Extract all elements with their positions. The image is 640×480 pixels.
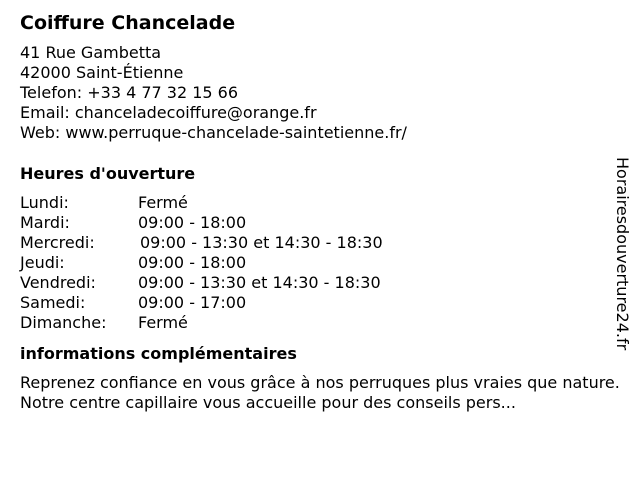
day-label: Mardi: bbox=[20, 213, 70, 232]
hours-row-mercredi bbox=[20, 233, 610, 253]
time-value: 09:00 - 17:00 bbox=[138, 293, 247, 312]
time-value: 09:00 - 13:30 et 14:30 - 18:30 bbox=[140, 233, 383, 252]
hours-row-mardi bbox=[20, 213, 610, 233]
address-city: 42000 Saint-Étienne bbox=[20, 63, 184, 82]
hours-row-jeudi bbox=[20, 253, 610, 273]
address-street: 41 Rue Gambetta bbox=[20, 43, 162, 62]
time-value: Fermé bbox=[138, 313, 188, 332]
time-value: 09:00 - 18:00 bbox=[138, 213, 247, 232]
time-value: 09:00 - 13:30 et 14:30 - 18:30 bbox=[138, 273, 381, 292]
watermark-label bbox=[611, 135, 633, 373]
hours-heading: Heures d'ouverture bbox=[20, 164, 196, 183]
info-description: Reprenez confiance en vous grâce à nos perruques plus vraies que nature. Notre centre capillaire vous accueille pour des conseils pers... bbox=[20, 373, 620, 412]
day-label: Lundi: bbox=[20, 193, 69, 212]
hours-row-dimanche bbox=[20, 313, 610, 333]
hours-row-samedi bbox=[20, 293, 610, 313]
hours-row-vendredi bbox=[20, 273, 610, 293]
email-line: Email: chanceladecoiffure@orange.fr bbox=[20, 103, 317, 122]
day-label: Vendredi: bbox=[20, 273, 96, 292]
day-label: Mercredi: bbox=[20, 233, 95, 252]
time-value: Fermé bbox=[138, 193, 188, 212]
business-card bbox=[20, 10, 620, 413]
web-line: Web: www.perruque-chancelade-saintetienne.fr/ bbox=[20, 123, 407, 142]
day-label: Samedi: bbox=[20, 293, 86, 312]
phone-line: Telefon: +33 4 77 32 15 66 bbox=[20, 83, 239, 102]
day-label: Jeudi: bbox=[20, 253, 65, 272]
day-label: Dimanche: bbox=[20, 313, 107, 332]
info-heading: informations complémentaires bbox=[20, 344, 297, 363]
business-name: Coiffure Chancelade bbox=[20, 12, 236, 34]
site-name: Horairesdouverture24.fr bbox=[613, 157, 632, 351]
time-value: 09:00 - 18:00 bbox=[138, 253, 247, 272]
hours-table bbox=[20, 193, 610, 333]
hours-row-lundi bbox=[20, 193, 610, 213]
